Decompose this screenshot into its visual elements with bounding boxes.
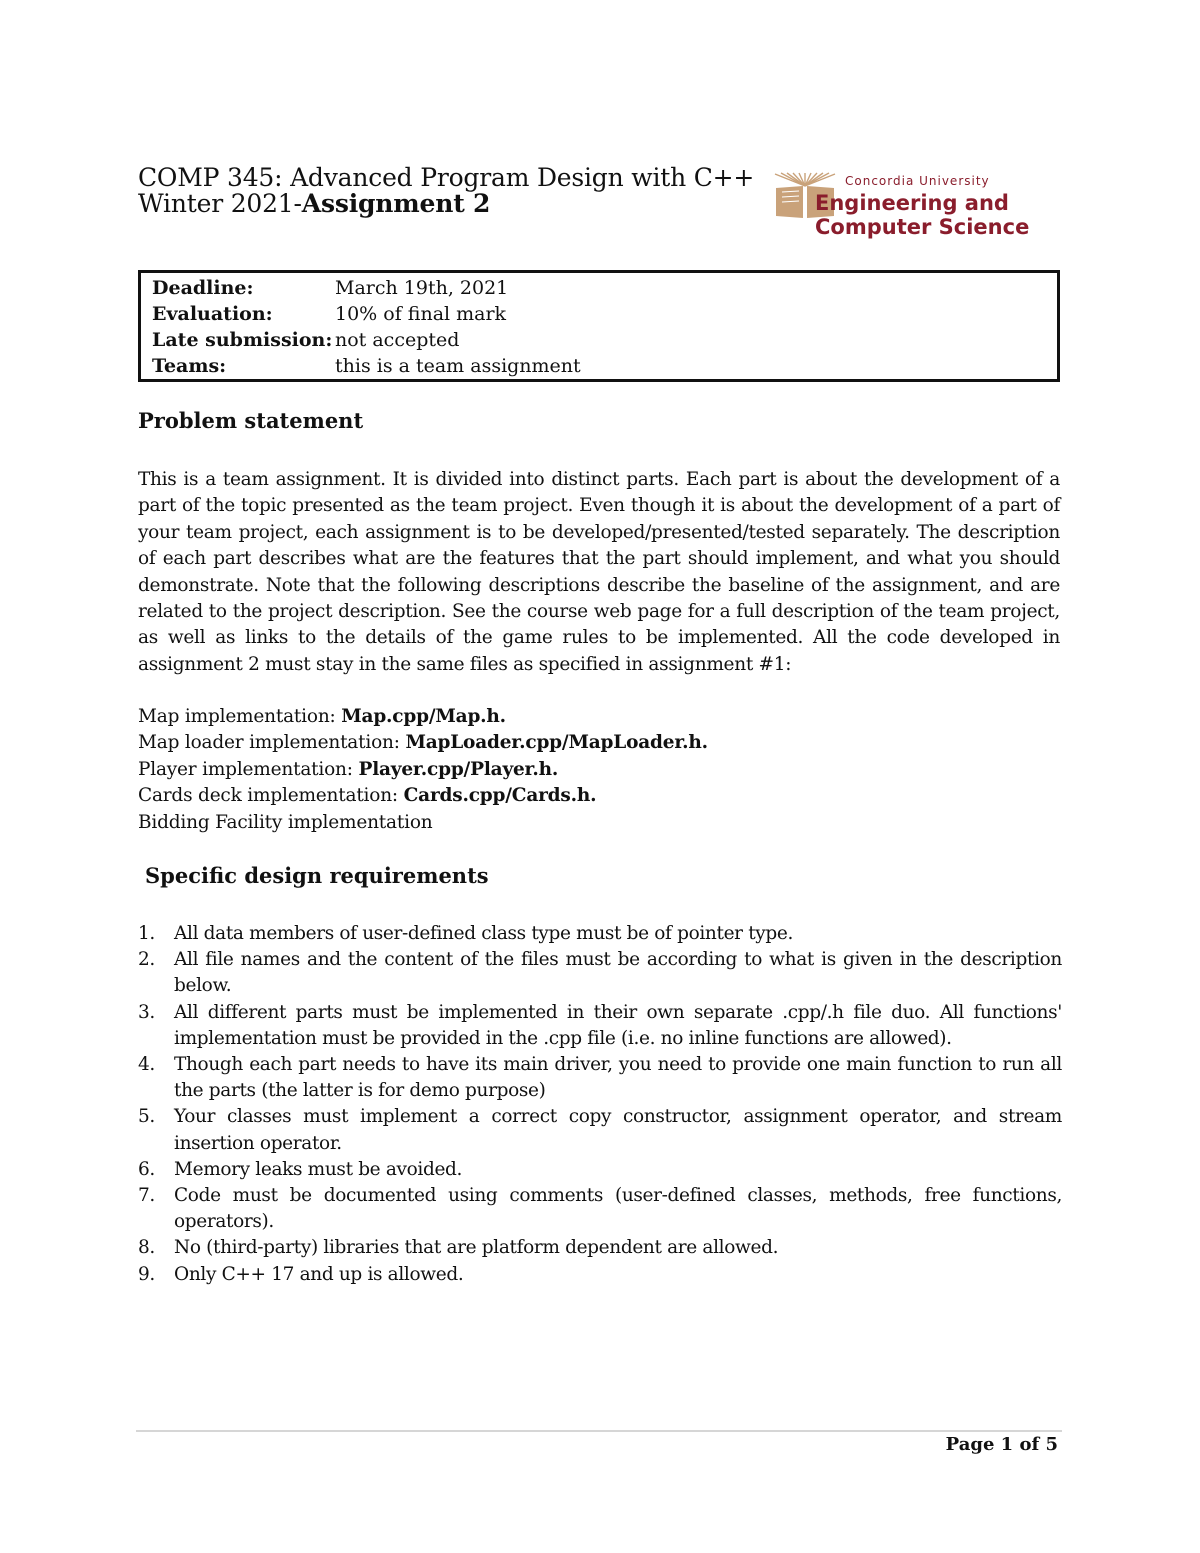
- file-item-name: Cards.cpp/Cards.h.: [403, 785, 597, 807]
- problem-statement-paragraph: This is a team assignment. It is divided into distinct parts. Each part is about the development of a part of the topic presented as the team project. Even though it is about the development of a part of your team project, each assignment is to be developed/presented/tested separately. The description of each part describes what are the features that the part should implement, and what you should demonstrate. Note that the following descriptions describe the baseline of the assignment, and are related to the project description. See the course web page for a full description of the team project, as well as links to the details of the game rules to be implemented. All the code developed in assignment 2 must stay in the same files as specified in assignment #1:: [138, 469, 1060, 675]
- document-title: [138, 165, 758, 217]
- file-item-name: Map.cpp/Map.h.: [341, 706, 506, 727]
- logo-university-name: Concordia University: [845, 174, 990, 188]
- requirement-item: [138, 1000, 1062, 1052]
- info-label: Teams:: [152, 355, 227, 377]
- file-list-item: [138, 730, 1058, 756]
- footer-divider: [136, 1430, 1062, 1432]
- page-number: Page 1 of 5: [945, 1434, 1058, 1455]
- file-item-name: MapLoader.cpp/MapLoader.h.: [405, 732, 708, 754]
- file-list-item: [138, 810, 1058, 836]
- file-item-label: Map loader implementation:: [138, 732, 406, 754]
- requirement-text: Your classes must implement a correct copy constructor, assignment operator, and stream insertion operator.: [174, 1106, 1062, 1154]
- info-label: Evaluation:: [152, 303, 273, 325]
- problem-statement-heading: Problem statement: [138, 408, 364, 433]
- requirement-item: [138, 921, 1062, 947]
- requirements-list: [138, 921, 1062, 1288]
- file-item-label: Map implementation:: [138, 706, 342, 727]
- file-item-label: Bidding Facility implementation: [138, 811, 433, 833]
- requirement-item: [138, 1262, 1062, 1288]
- info-value: this is a team assignment: [335, 355, 581, 377]
- requirement-number: 5.: [138, 1106, 155, 1128]
- requirement-text: All file names and the content of the files must be according to what is given in the description below.: [174, 949, 1062, 997]
- file-list-item: [138, 704, 1058, 730]
- requirement-text: Only C++ 17 and up is allowed.: [174, 1263, 464, 1285]
- requirement-text: All different parts must be implemented in their own separate .cpp/.h file duo. All functions' implementation must be provided in the .cpp file (i.e. no inline functions are allowed).: [174, 1001, 1062, 1049]
- requirement-text: All data members of user-defined class type must be of pointer type.: [174, 923, 794, 944]
- requirement-text: Code must be documented using comments (user-defined classes, methods, free functions, operators).: [174, 1185, 1062, 1233]
- assignment-info-box: [138, 270, 1060, 382]
- logo-faculty-name: [815, 191, 1029, 239]
- logo-faculty-line1: Engineering and: [815, 191, 1009, 215]
- info-value: 10% of final mark: [335, 303, 507, 325]
- requirement-number: 6.: [138, 1158, 155, 1180]
- info-value: March 19th, 2021: [335, 277, 509, 299]
- file-list-item: [138, 757, 1058, 783]
- requirement-text: Though each part needs to have its main driver, you need to provide one main function to run all the parts (the latter is for demo purpose): [174, 1054, 1062, 1102]
- requirement-number: 7.: [138, 1185, 155, 1207]
- course-title: COMP 345: Advanced Program Design with C++: [138, 163, 755, 192]
- requirement-number: 9.: [138, 1263, 155, 1285]
- requirement-item: [138, 1157, 1062, 1183]
- file-list: [138, 704, 1058, 836]
- design-requirements-heading: Specific design requirements: [145, 863, 489, 888]
- requirement-item: [138, 1235, 1062, 1261]
- info-value: not accepted: [335, 329, 460, 351]
- logo-faculty-line2: Computer Science: [815, 215, 1030, 239]
- file-item-name: Player.cpp/Player.h.: [358, 758, 559, 780]
- requirement-number: 2.: [138, 949, 155, 971]
- requirement-item: [138, 1104, 1062, 1156]
- requirement-number: 4.: [138, 1054, 155, 1076]
- requirement-number: 1.: [138, 923, 155, 944]
- requirement-item: [138, 1052, 1062, 1104]
- requirement-number: 8.: [138, 1237, 155, 1259]
- assignment-label: Assignment 2: [301, 189, 491, 218]
- requirement-item: [138, 1183, 1062, 1235]
- term-title: [138, 191, 758, 217]
- file-list-item: [138, 783, 1058, 809]
- info-label: Deadline:: [152, 277, 254, 299]
- requirement-text: Memory leaks must be avoided.: [174, 1158, 463, 1180]
- term-prefix: Winter 2021-: [138, 189, 302, 218]
- info-label: Late submission:: [152, 329, 333, 351]
- requirement-number: 3.: [138, 1001, 155, 1023]
- requirement-item: [138, 947, 1062, 999]
- university-logo: [772, 170, 1072, 250]
- file-item-label: Cards deck implementation:: [138, 785, 404, 807]
- file-item-label: Player implementation:: [138, 758, 359, 780]
- requirement-text: No (third-party) libraries that are platform dependent are allowed.: [174, 1237, 779, 1259]
